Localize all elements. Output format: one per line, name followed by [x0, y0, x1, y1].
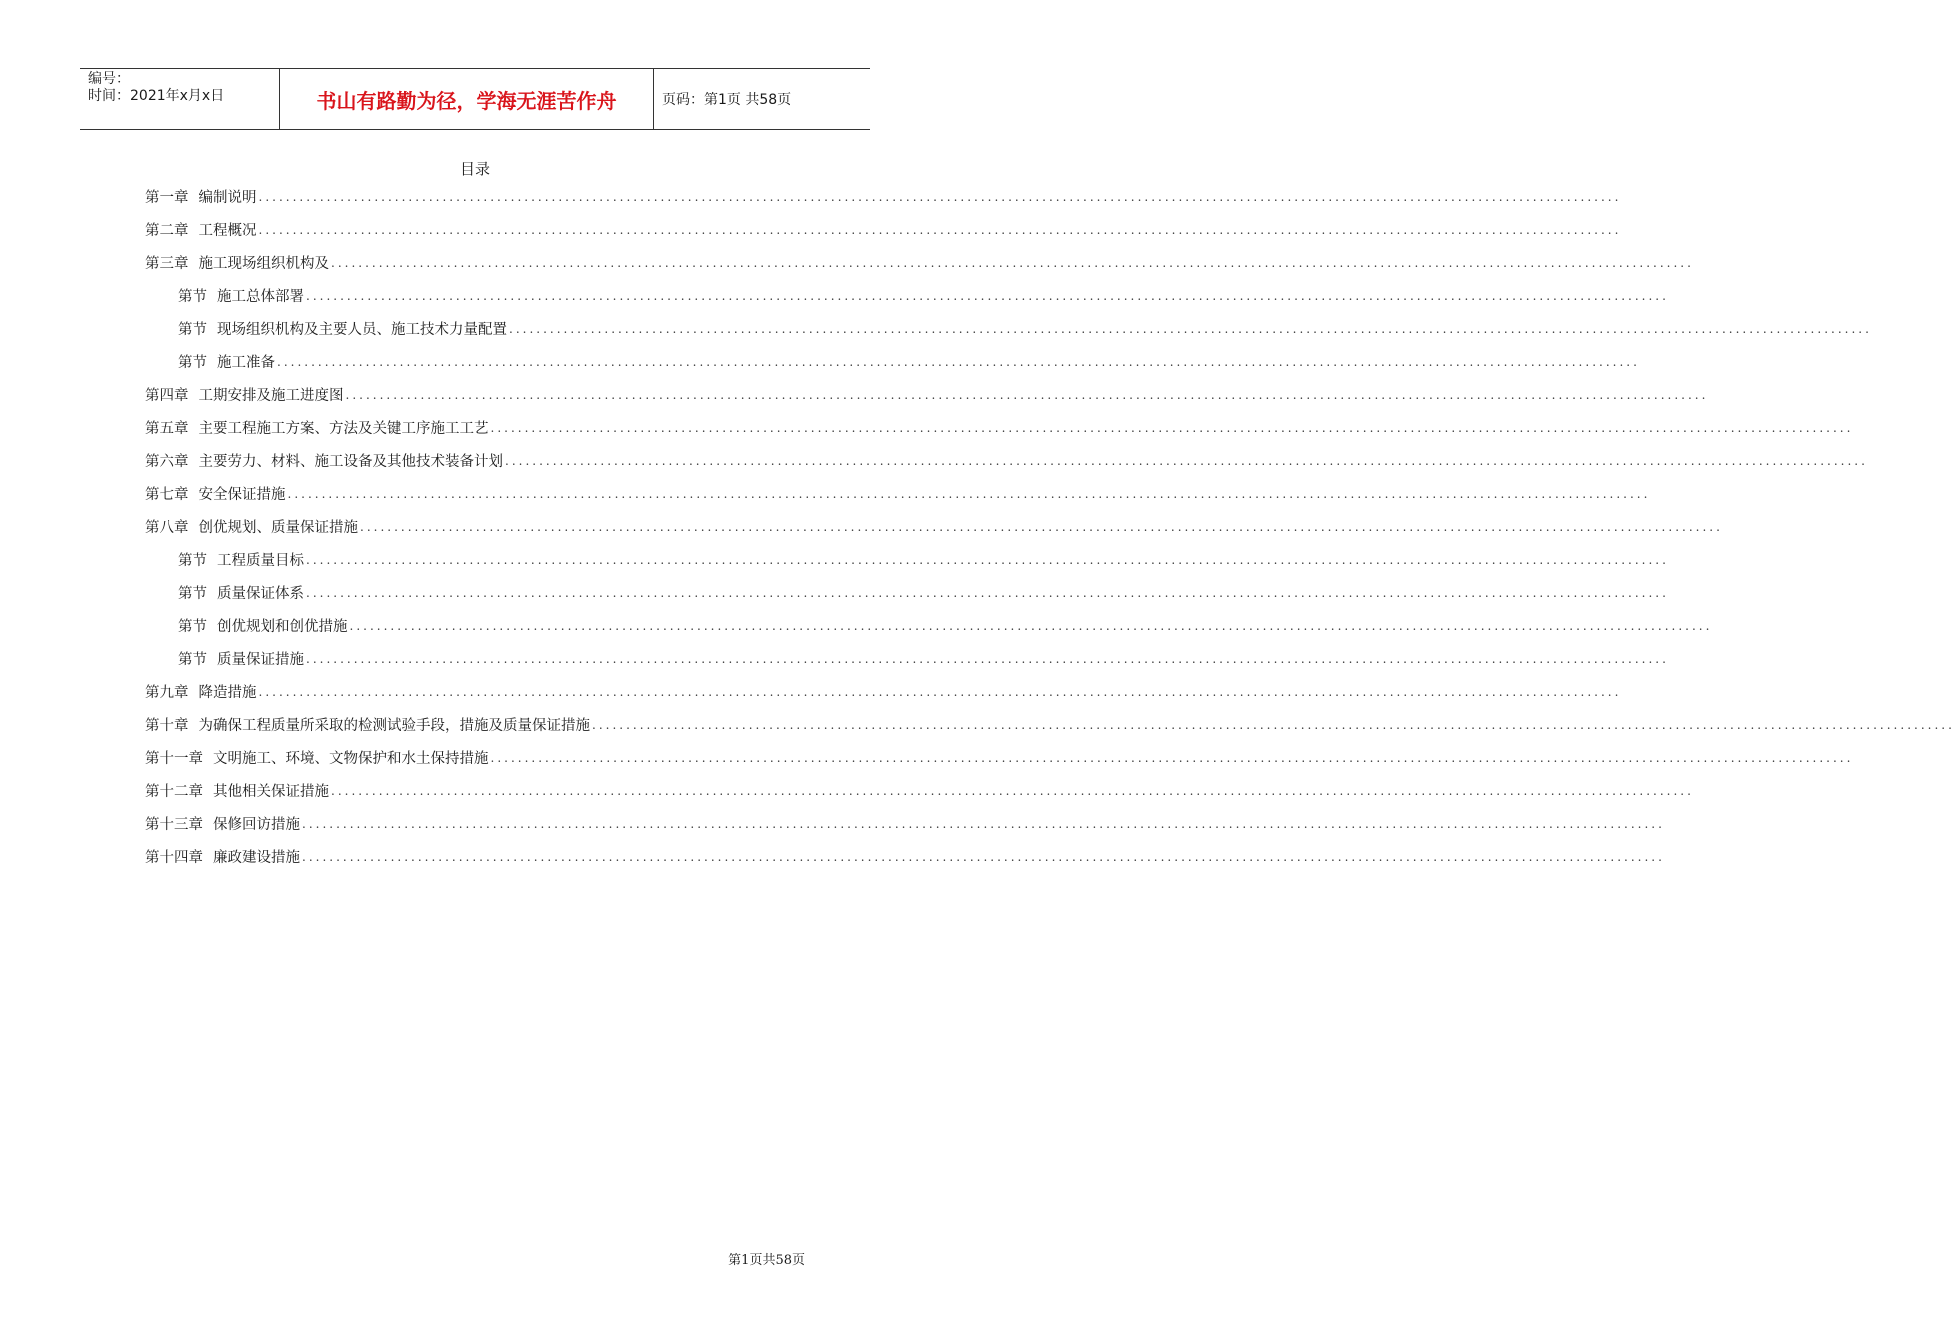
toc-leader-dots: ........................................................................................................................................................................................................ [509, 321, 1872, 336]
toc-entry[interactable] [145, 213, 1622, 246]
toc-entry[interactable] [145, 741, 1854, 774]
toc-leader-dots: ........................................................................................................................................................................................................ [306, 552, 1669, 567]
header-motto: 书山有路勤为径，学海无涯苦作舟 [280, 69, 654, 129]
toc-leader-dots: ........................................................................................................................................................................................................ [302, 849, 1665, 864]
toc-entry[interactable] [145, 510, 1723, 543]
toc-entry[interactable] [145, 246, 1694, 279]
toc-entry-text: 创优规划和创优措施 [217, 619, 348, 635]
toc-entry[interactable] [145, 279, 1669, 312]
toc-leader-dots: ........................................................................................................................................................................................................ [306, 651, 1669, 666]
toc-entry-number: 第十章 [145, 718, 189, 734]
toc-leader-dots: ........................................................................................................................................................................................................ [287, 486, 1651, 501]
page-header [80, 68, 870, 130]
toc-leader-dots: ........................................................................................................................................................................................................ [277, 354, 1640, 369]
footer-page-number: 第1页共58页 [728, 1253, 805, 1268]
toc-entry-number: 第四章 [145, 388, 189, 404]
toc-entry-number: 第二章 [145, 223, 189, 239]
toc-leader-dots: ........................................................................................................................................................................................................ [258, 684, 1622, 699]
toc-entry-number: 第十一章 [145, 751, 203, 767]
toc-entry-number: 第七章 [145, 487, 189, 503]
toc-entry-text: 其他相关保证措施 [213, 784, 329, 800]
toc-entry-text: 主要工程施工方案、方法及关键工序施工工艺 [198, 421, 489, 437]
toc-entry-number: 第节 [178, 652, 207, 668]
toc-entry[interactable] [145, 411, 1854, 444]
toc-entry-text: 安全保证措施 [198, 487, 286, 503]
toc-entry-number: 第十三章 [145, 817, 203, 833]
toc-entry[interactable] [145, 444, 1868, 477]
toc-entry-text: 主要劳力、材料、施工设备及其他技术装备计划 [198, 454, 503, 470]
number-label: 编号： [88, 71, 130, 87]
toc-entry[interactable] [145, 477, 1651, 510]
toc-entry-text: 保修回访措施 [213, 817, 300, 833]
toc-entry-text: 降造措施 [198, 685, 257, 701]
toc-entry-number: 第十二章 [145, 784, 203, 800]
toc-entry[interactable] [145, 180, 1622, 213]
toc-entry[interactable] [145, 378, 1709, 411]
toc-entry[interactable] [145, 543, 1669, 576]
toc-entry-text: 现场组织机构及主要人员、施工技术力量配置 [217, 322, 507, 338]
toc-entry-text: 工程质量目标 [217, 553, 304, 569]
toc-title: 目录 [459, 160, 490, 178]
toc-leader-dots: ........................................................................................................................................................................................................ [360, 519, 1723, 534]
toc-entry-text: 施工准备 [217, 355, 275, 371]
header-page-label: 页码：第1页 共58页 [662, 92, 792, 108]
toc-leader-dots: ........................................................................................................................................................................................................ [306, 585, 1669, 600]
toc-entry[interactable] [145, 609, 1713, 642]
toc-entry-text: 质量保证体系 [217, 586, 304, 602]
toc-leader-dots: ........................................................................................................................................................................................................ [306, 288, 1669, 303]
toc-leader-dots: ........................................................................................................................................................................................................ [505, 453, 1868, 468]
toc-entry[interactable] [145, 807, 1665, 840]
toc-leader-dots: ........................................................................................................................................................................................................ [331, 255, 1694, 270]
toc-entry-text: 文明施工、环境、文物保护和水土保持措施 [213, 751, 489, 767]
toc-entry-text: 施工现场组织机构及 [198, 256, 329, 272]
toc-entry-number: 第节 [178, 586, 207, 602]
table-of-contents [145, 180, 1955, 873]
toc-entry-text: 创优规划、质量保证措施 [198, 520, 358, 536]
toc-entry-text: 施工总体部署 [217, 289, 304, 305]
toc-leader-dots: ........................................................................................................................................................................................................ [490, 750, 1854, 765]
toc-leader-dots: ........................................................................................................................................................................................................ [592, 717, 1955, 732]
toc-entry-text: 工期安排及施工进度图 [198, 388, 344, 404]
toc-leader-dots: ........................................................................................................................................................................................................ [258, 222, 1622, 237]
toc-entry-number: 第九章 [145, 685, 189, 701]
toc-leader-dots: ........................................................................................................................................................................................................ [349, 618, 1713, 633]
toc-entry-number: 第节 [178, 355, 207, 371]
toc-entry-text: 工程概况 [198, 223, 257, 239]
toc-entry[interactable] [145, 774, 1694, 807]
toc-entry[interactable] [145, 708, 1955, 741]
toc-entry-number: 第六章 [145, 454, 189, 470]
toc-entry-text: 质量保证措施 [217, 652, 304, 668]
toc-entry[interactable] [145, 840, 1665, 873]
toc-entry-number: 第节 [178, 553, 207, 569]
toc-leader-dots: ........................................................................................................................................................................................................ [345, 387, 1709, 402]
toc-entry-number: 第节 [178, 289, 207, 305]
toc-entry[interactable] [145, 642, 1669, 675]
toc-entry[interactable] [145, 312, 1872, 345]
date-label: 时间：2021年x月x日 [88, 88, 225, 104]
toc-entry-number: 第八章 [145, 520, 189, 536]
toc-entry-text: 廉政建设措施 [213, 850, 300, 866]
toc-entry[interactable] [145, 675, 1622, 708]
toc-leader-dots: ........................................................................................................................................................................................................ [258, 189, 1622, 204]
toc-entry-number: 第十四章 [145, 850, 203, 866]
toc-entry[interactable] [145, 345, 1640, 378]
toc-entry-number: 第一章 [145, 190, 189, 206]
toc-leader-dots: ........................................................................................................................................................................................................ [302, 816, 1665, 831]
toc-entry[interactable] [145, 576, 1669, 609]
toc-leader-dots: ........................................................................................................................................................................................................ [490, 420, 1854, 435]
toc-leader-dots: ........................................................................................................................................................................................................ [331, 783, 1694, 798]
toc-entry-text: 编制说明 [198, 190, 257, 206]
toc-entry-number: 第五章 [145, 421, 189, 437]
header-info [80, 69, 280, 129]
toc-entry-number: 第节 [178, 322, 207, 338]
toc-entry-text: 为确保工程质量所采取的检测试验手段，措施及质量保证措施 [198, 718, 590, 734]
toc-entry-number: 第节 [178, 619, 207, 635]
toc-entry-number: 第三章 [145, 256, 189, 272]
